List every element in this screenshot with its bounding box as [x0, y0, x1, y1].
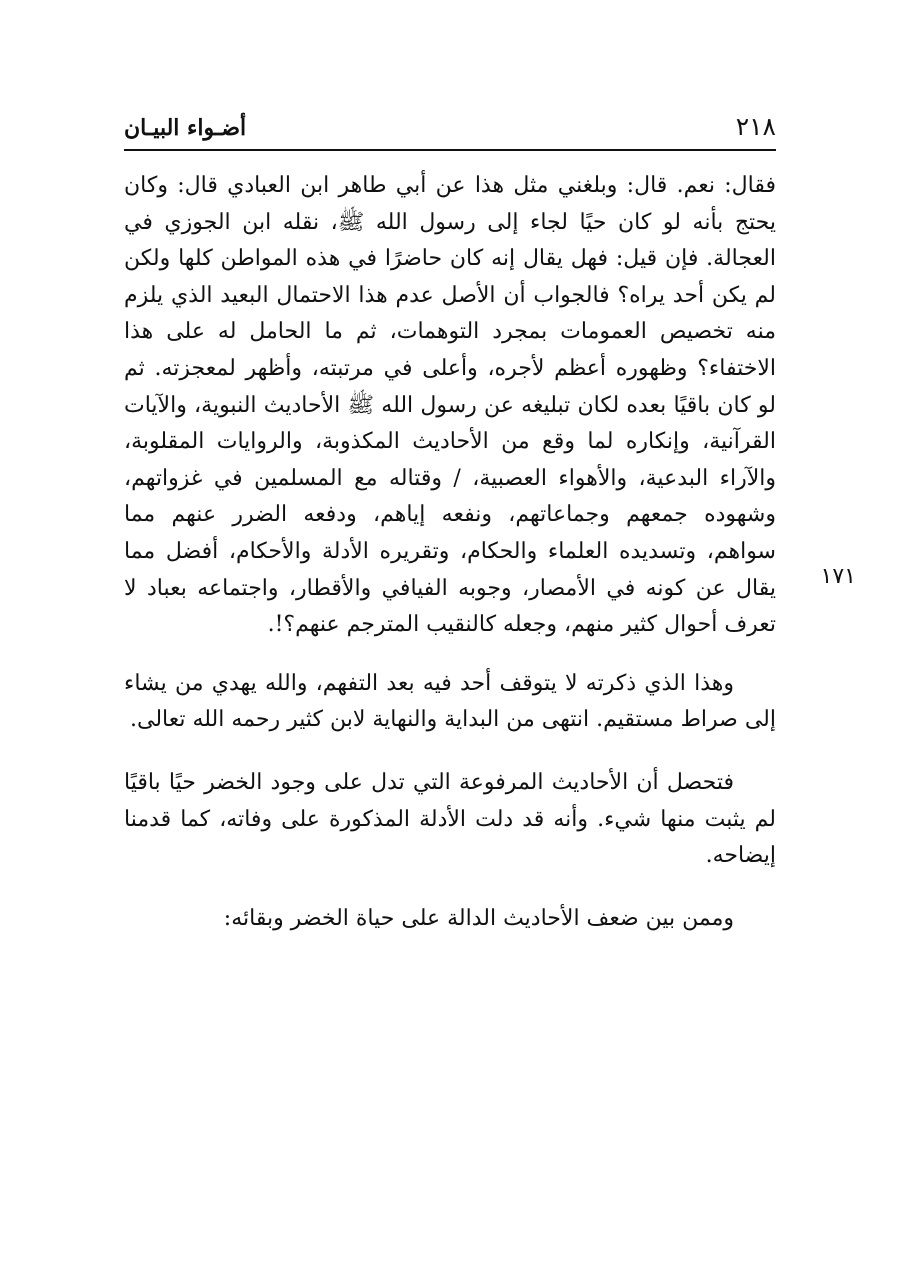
page-number: ٢١٨ — [735, 112, 776, 141]
running-header — [124, 112, 776, 146]
page-body — [124, 168, 776, 937]
paragraph-1: فقال: نعم. قال: وبلغني مثل هذا عن أبي طاهر ابن العبادي قال: وكان يحتج بأنه لو كان حيًا لجاء إلى رسول الله ﷺ، نقله ابن الجوزي في العجالة. فإن قيل: فهل يقال إنه كان حاضرًا في هذه المواطن كلها ولكن لم يكن أحد يراه؟ فالجواب أن الأصل عدم هذا الاحتمال البعيد الذي يلزم منه تخصيص العمومات بمجرد التوهمات، ثم ما الحامل له على هذا الاختفاء؟ وظهوره أعظم لأجره، وأعلى في مرتبته، وأظهر لمعجزته. ثم لو كان باقيًا بعده لكان تبليغه عن رسول الله ﷺ الأحاديث النبوية، والآيات القرآنية، وإنكاره لما وقع من الأحاديث المكذوبة، والروايات المقلوبة، والآراء البدعية، والأهواء العصبية، / وقتاله مع المسلمين في غزواتهم، وشهوده جمعهم وجماعاتهم، ونفعه إياهم، ودفعه الضرر عنهم مما سواهم، وتسديده العلماء والحكام، وتقريره الأدلة والأحكام، أفضل مما يقال عن كونه في الأمصار، وجوبه الفيافي والأقطار، واجتماعه بعباد لا تعرف أحوال كثير منهم، وجعله كالنقيب المترجم عنهم؟!. — [124, 173, 776, 638]
paragraph-4: وممن بين ضعف الأحاديث الدالة على حياة الخضر وبقائه: — [223, 905, 734, 931]
header-divider — [124, 149, 776, 151]
paragraph-3: فتحصل أن الأحاديث المرفوعة التي تدل على وجود الخضر حيًا باقيًا لم يثبت منها شيء. وأنه قد دلت الأدلة المذكورة على وفاته، كما قدمنا إيضاحه. — [124, 769, 776, 869]
paragraph-2: وهذا الذي ذكرته لا يتوقف أحد فيه بعد التفهم، والله يهدي من يشاء إلى صراط مستقيم. انتهى من البداية والنهاية لابن كثير رحمه الله تعالى. — [124, 670, 776, 733]
margin-page-marker: ١٧١ — [820, 564, 856, 589]
book-title: أضـواء البيـان — [124, 115, 247, 141]
